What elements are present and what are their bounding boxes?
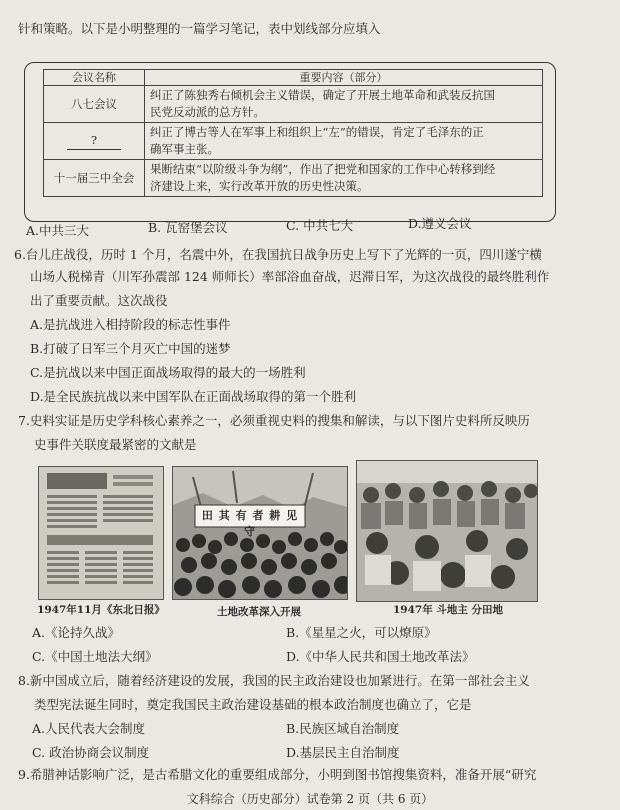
q6-stem-2: 山场人税梯青（川军孙震部 124 师师长）率部浴血奋战，迟滞日军，为这次战役的最终胜利作 bbox=[30, 269, 550, 284]
q5-option-d: D.遵义会议 bbox=[408, 216, 472, 231]
q7-stem-2: 史事件关联度最紧密的文献是 bbox=[34, 437, 197, 452]
q7-option-b: B.《星星之火，可以燎原》 bbox=[286, 625, 437, 640]
q7-stem-1: 7.史料实证是历史学科核心素养之一，必须重视史料的搜集和解读，与以下图片史料所反映历 bbox=[18, 413, 530, 428]
villagers-graphic bbox=[357, 461, 537, 601]
notes-frame bbox=[24, 62, 556, 222]
q5-option-a: A.中共三大 bbox=[26, 223, 90, 238]
meeting-content: 果断结束“以阶级斗争为纲”，作出了把党和国家的工作中心转移到经 济建设上来，实行改革开放的历史性决策。 bbox=[145, 160, 543, 197]
land-reform-crowd-photo bbox=[172, 466, 348, 600]
q7-option-a: A.《论持久战》 bbox=[32, 625, 121, 640]
q8-option-c: C. 政治协商会议制度 bbox=[32, 745, 150, 760]
q6-option-d: D.是全民族抗战以来中国军队在正面战场取得的第一个胜利 bbox=[30, 389, 357, 404]
q6-option-c: C.是抗战以来中国正面战场取得的最大的一场胜利 bbox=[30, 365, 306, 380]
q7-option-c: C.《中国土地法大纲》 bbox=[32, 649, 158, 664]
caption-land-reform: 土地改革深入开展 bbox=[217, 606, 301, 618]
page-footer: 文科综合（历史部分）试卷第 2 页（共 6 页） bbox=[186, 792, 434, 806]
q9-stem-1: 9.希腊神话影响广泛，是古希腊文化的重要组成部分，小明到图书馆搜集资料，准备开展“研究 bbox=[18, 767, 537, 782]
meeting-name: 十一届三中全会 bbox=[44, 160, 145, 197]
intro-text: 针和策略。以下是小明整理的一篇学习笔记，表中划线部分应填入 bbox=[18, 21, 381, 36]
newspaper-graphic bbox=[39, 467, 163, 599]
q6-option-a: A.是抗战进入相持阶段的标志性事件 bbox=[30, 317, 231, 332]
q5-option-c: C. 中共七大 bbox=[286, 218, 354, 233]
q8-option-a: A.人民代表大会制度 bbox=[32, 721, 146, 736]
table-header-row bbox=[44, 70, 543, 86]
meeting-notes-table bbox=[43, 69, 543, 197]
meeting-name-blank bbox=[44, 123, 145, 160]
table-row bbox=[44, 160, 543, 197]
q8-stem-1: 8.新中国成立后，随着经济建设的发展，我国的民主政治建设也加紧进行。在第一部社会主义 bbox=[18, 673, 530, 688]
header-meeting-name: 会议名称 bbox=[44, 70, 145, 86]
q6-stem-3: 出了重要贡献。这次战役 bbox=[30, 293, 168, 308]
q6-stem-1: 6.台儿庄战役，历时 1 个月，名震中外，在我国抗日战争历史上写下了光辉的一页，四川遂宁横 bbox=[14, 247, 542, 262]
caption-newspaper: 1947年11月《东北日报》 bbox=[37, 604, 165, 616]
caption-villagers: 1947年 斗地主 分田地 bbox=[392, 604, 504, 616]
meeting-content: 纠正了博古等人在军事上和组织上“左”的错误，肯定了毛泽东的正 确军事主张。 bbox=[145, 123, 543, 160]
header-content: 重要内容（部分） bbox=[145, 70, 543, 86]
newspaper-photo bbox=[38, 466, 164, 600]
blank-answer: ? bbox=[67, 132, 121, 150]
q7-option-d: D.《中华人民共和国土地改革法》 bbox=[286, 649, 475, 664]
villagers-meeting-photo bbox=[356, 460, 538, 602]
q5-option-b: B. 瓦窑堡会议 bbox=[148, 220, 228, 235]
meeting-name: 八七会议 bbox=[44, 86, 145, 123]
q8-option-d: D.基层民主自治制度 bbox=[286, 745, 400, 760]
q8-option-b: B.民族区域自治制度 bbox=[286, 721, 400, 736]
q8-stem-2: 类型宪法诞生同时，奠定我国民主政治建设基础的根本政治制度也确立了，它是 bbox=[34, 697, 472, 712]
q6-option-b: B.打破了日军三个月灭亡中国的迷梦 bbox=[30, 341, 231, 356]
table-row bbox=[44, 123, 543, 160]
banner-slogan: 田 其 有 者 耕 见 守 bbox=[201, 509, 299, 538]
meeting-content: 纠正了陈独秀右倾机会主义错误，确定了开展土地革命和武装反抗国 民党反动派的总方针。 bbox=[145, 86, 543, 123]
table-row bbox=[44, 86, 543, 123]
